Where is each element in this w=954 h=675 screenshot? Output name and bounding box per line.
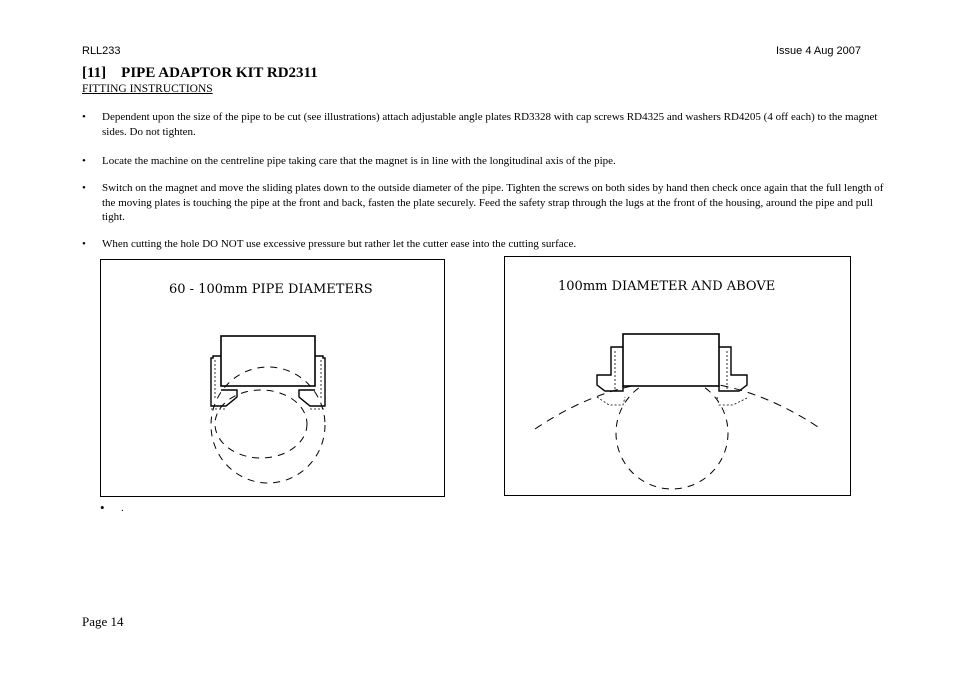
magnet-body-shape xyxy=(623,334,719,386)
list-item-text: Locate the machine on the centreline pipe taking care that the magnet is in line with the longitudinal axis of the pipe. xyxy=(102,155,616,167)
trailing-bullet-text: . xyxy=(121,502,124,514)
figure-small-pipe xyxy=(100,259,445,497)
right-angle-plate-shape xyxy=(719,347,747,391)
issue-date: Issue 4 Aug 2007 xyxy=(775,45,861,57)
list-item xyxy=(82,154,892,169)
trailing-bullet-icon: • xyxy=(100,500,105,515)
small-pipe-outline xyxy=(215,390,307,458)
bullet-icon: • xyxy=(82,182,86,194)
list-item xyxy=(82,110,892,139)
section-heading xyxy=(82,65,318,82)
small-pipe-outline xyxy=(616,377,728,489)
large-pipe-arc xyxy=(535,381,821,429)
list-item-text: Switch on the magnet and move the sliding plates down to the outside diameter of the pipe. Tighten the screws on both sides by hand then check once again that the full length of the moving plates is touching the pipe at the front and back, fasten the plate securely. Feed the safety strap through the lugs at the front of the housing, around the pipe and pull tight. xyxy=(102,182,884,223)
bullet-icon: • xyxy=(82,155,86,167)
figure-large-pipe xyxy=(504,256,851,496)
section-subtitle: FITTING INSTRUCTIONS xyxy=(82,83,213,95)
document-code: RLL233 xyxy=(82,45,121,57)
list-item-text: Dependent upon the size of the pipe to be cut (see illustrations) attach adjustable angle plates RD3328 with cap screws RD4325 and washers RD4205 (4 off each) to the magnet sides. Do not tighten. xyxy=(102,111,878,138)
page-number: Page 14 xyxy=(82,614,124,629)
left-angle-plate-shape xyxy=(597,347,623,391)
list-item xyxy=(82,181,892,225)
list-item xyxy=(82,237,892,252)
bullet-icon: • xyxy=(82,238,86,250)
bullet-icon: • xyxy=(82,111,86,123)
figure-label: 60 - 100mm PIPE DIAMETERS xyxy=(169,282,373,297)
section-number: [11] xyxy=(82,65,107,81)
section-title: PIPE ADAPTOR KIT RD2311 xyxy=(121,65,318,81)
figure-label: 100mm DIAMETER AND ABOVE xyxy=(558,279,776,294)
list-item-text: When cutting the hole DO NOT use excessive pressure but rather let the cutter ease into the cutting surface. xyxy=(102,238,577,250)
magnet-body-shape xyxy=(221,336,315,386)
